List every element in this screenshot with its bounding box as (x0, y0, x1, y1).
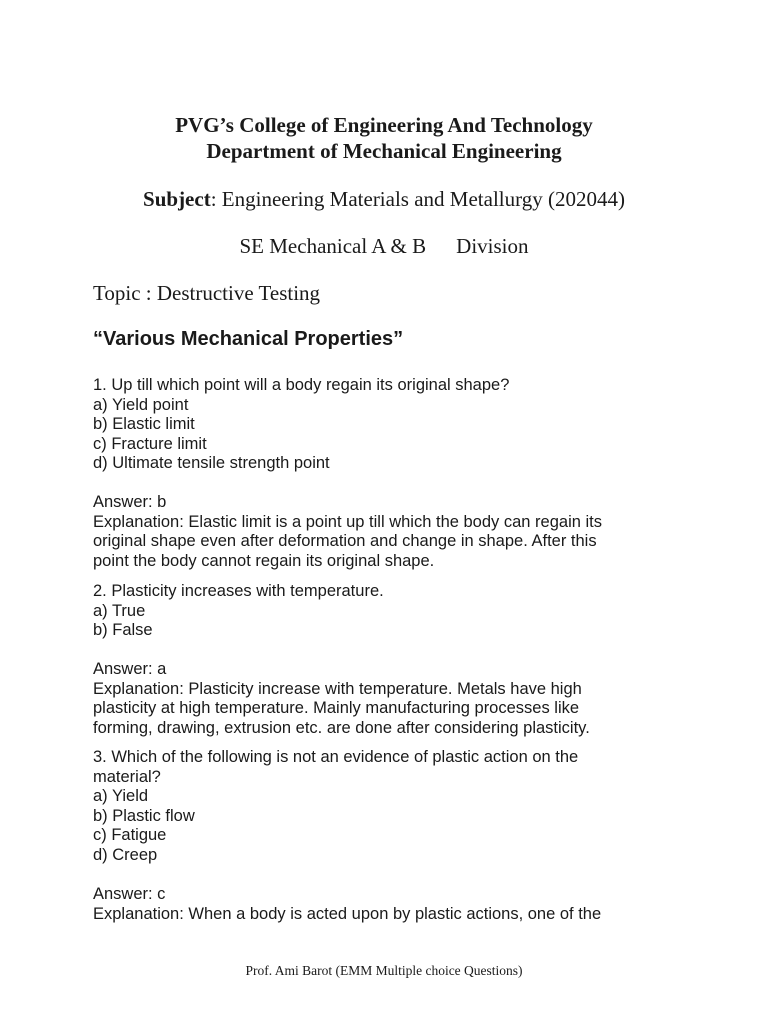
explanation-line: Explanation: Elastic limit is a point up till which the body can regain its (93, 512, 603, 531)
question-text: 3. Which of the following is not an evidence of plastic action on the (93, 748, 579, 766)
question-1 (93, 376, 509, 474)
option: b) Elastic limit (93, 415, 195, 434)
explanation-line: Explanation: Plasticity increase with temperature. Metals have high (93, 679, 582, 698)
answer-text: Answer: a (93, 660, 167, 678)
option: c) Fracture limit (93, 434, 207, 453)
question-text: 2. Plasticity increases with temperature. (93, 582, 384, 600)
explanation-line: plasticity at high temperature. Mainly manufacturing processes like (93, 699, 580, 718)
option: a) True (93, 601, 146, 620)
college-name: PVG’s College of Engineering And Technology (175, 113, 593, 137)
subject-value: : Engineering Materials and Metallurgy (202044) (210, 187, 625, 211)
answer-2 (93, 660, 590, 738)
answer-1 (93, 493, 602, 571)
class-text: SE Mechanical A & B (239, 234, 427, 258)
option: a) Yield point (93, 395, 189, 414)
explanation-line: Explanation: When a body is acted upon by plastic actions, one of the (93, 904, 602, 923)
option: c) Fatigue (93, 826, 167, 845)
explanation-line: point the body cannot regain its original shape. (93, 551, 435, 570)
question-3 (93, 748, 578, 866)
option: b) False (93, 621, 153, 640)
division-text: Division (456, 234, 529, 258)
subject-line (0, 187, 768, 212)
department-name: Department of Mechanical Engineering (206, 139, 562, 163)
answer-3 (93, 885, 601, 924)
option: b) Plastic flow (93, 806, 195, 825)
question-text: material? (93, 767, 161, 786)
explanation-line: original shape even after deformation and change in shape. After this (93, 532, 597, 551)
option: d) Ultimate tensile strength point (93, 454, 330, 473)
subject-label: Subject (143, 187, 211, 211)
topic-line: Topic : Destructive Testing (93, 281, 321, 305)
answer-text: Answer: b (93, 493, 167, 511)
question-text: 1. Up till which point will a body regain its original shape? (93, 376, 510, 394)
section-title: “Various Mechanical Properties” (93, 328, 404, 350)
question-2 (93, 582, 384, 641)
option: a) Yield (93, 787, 149, 806)
answer-text: Answer: c (93, 885, 166, 903)
class-division-line (0, 234, 768, 259)
option: d) Creep (93, 845, 158, 864)
explanation-line: forming, drawing, extrusion etc. are done after considering plasticity. (93, 718, 590, 737)
page-footer: Prof. Ami Barot (EMM Multiple choice Questions) (245, 963, 523, 978)
